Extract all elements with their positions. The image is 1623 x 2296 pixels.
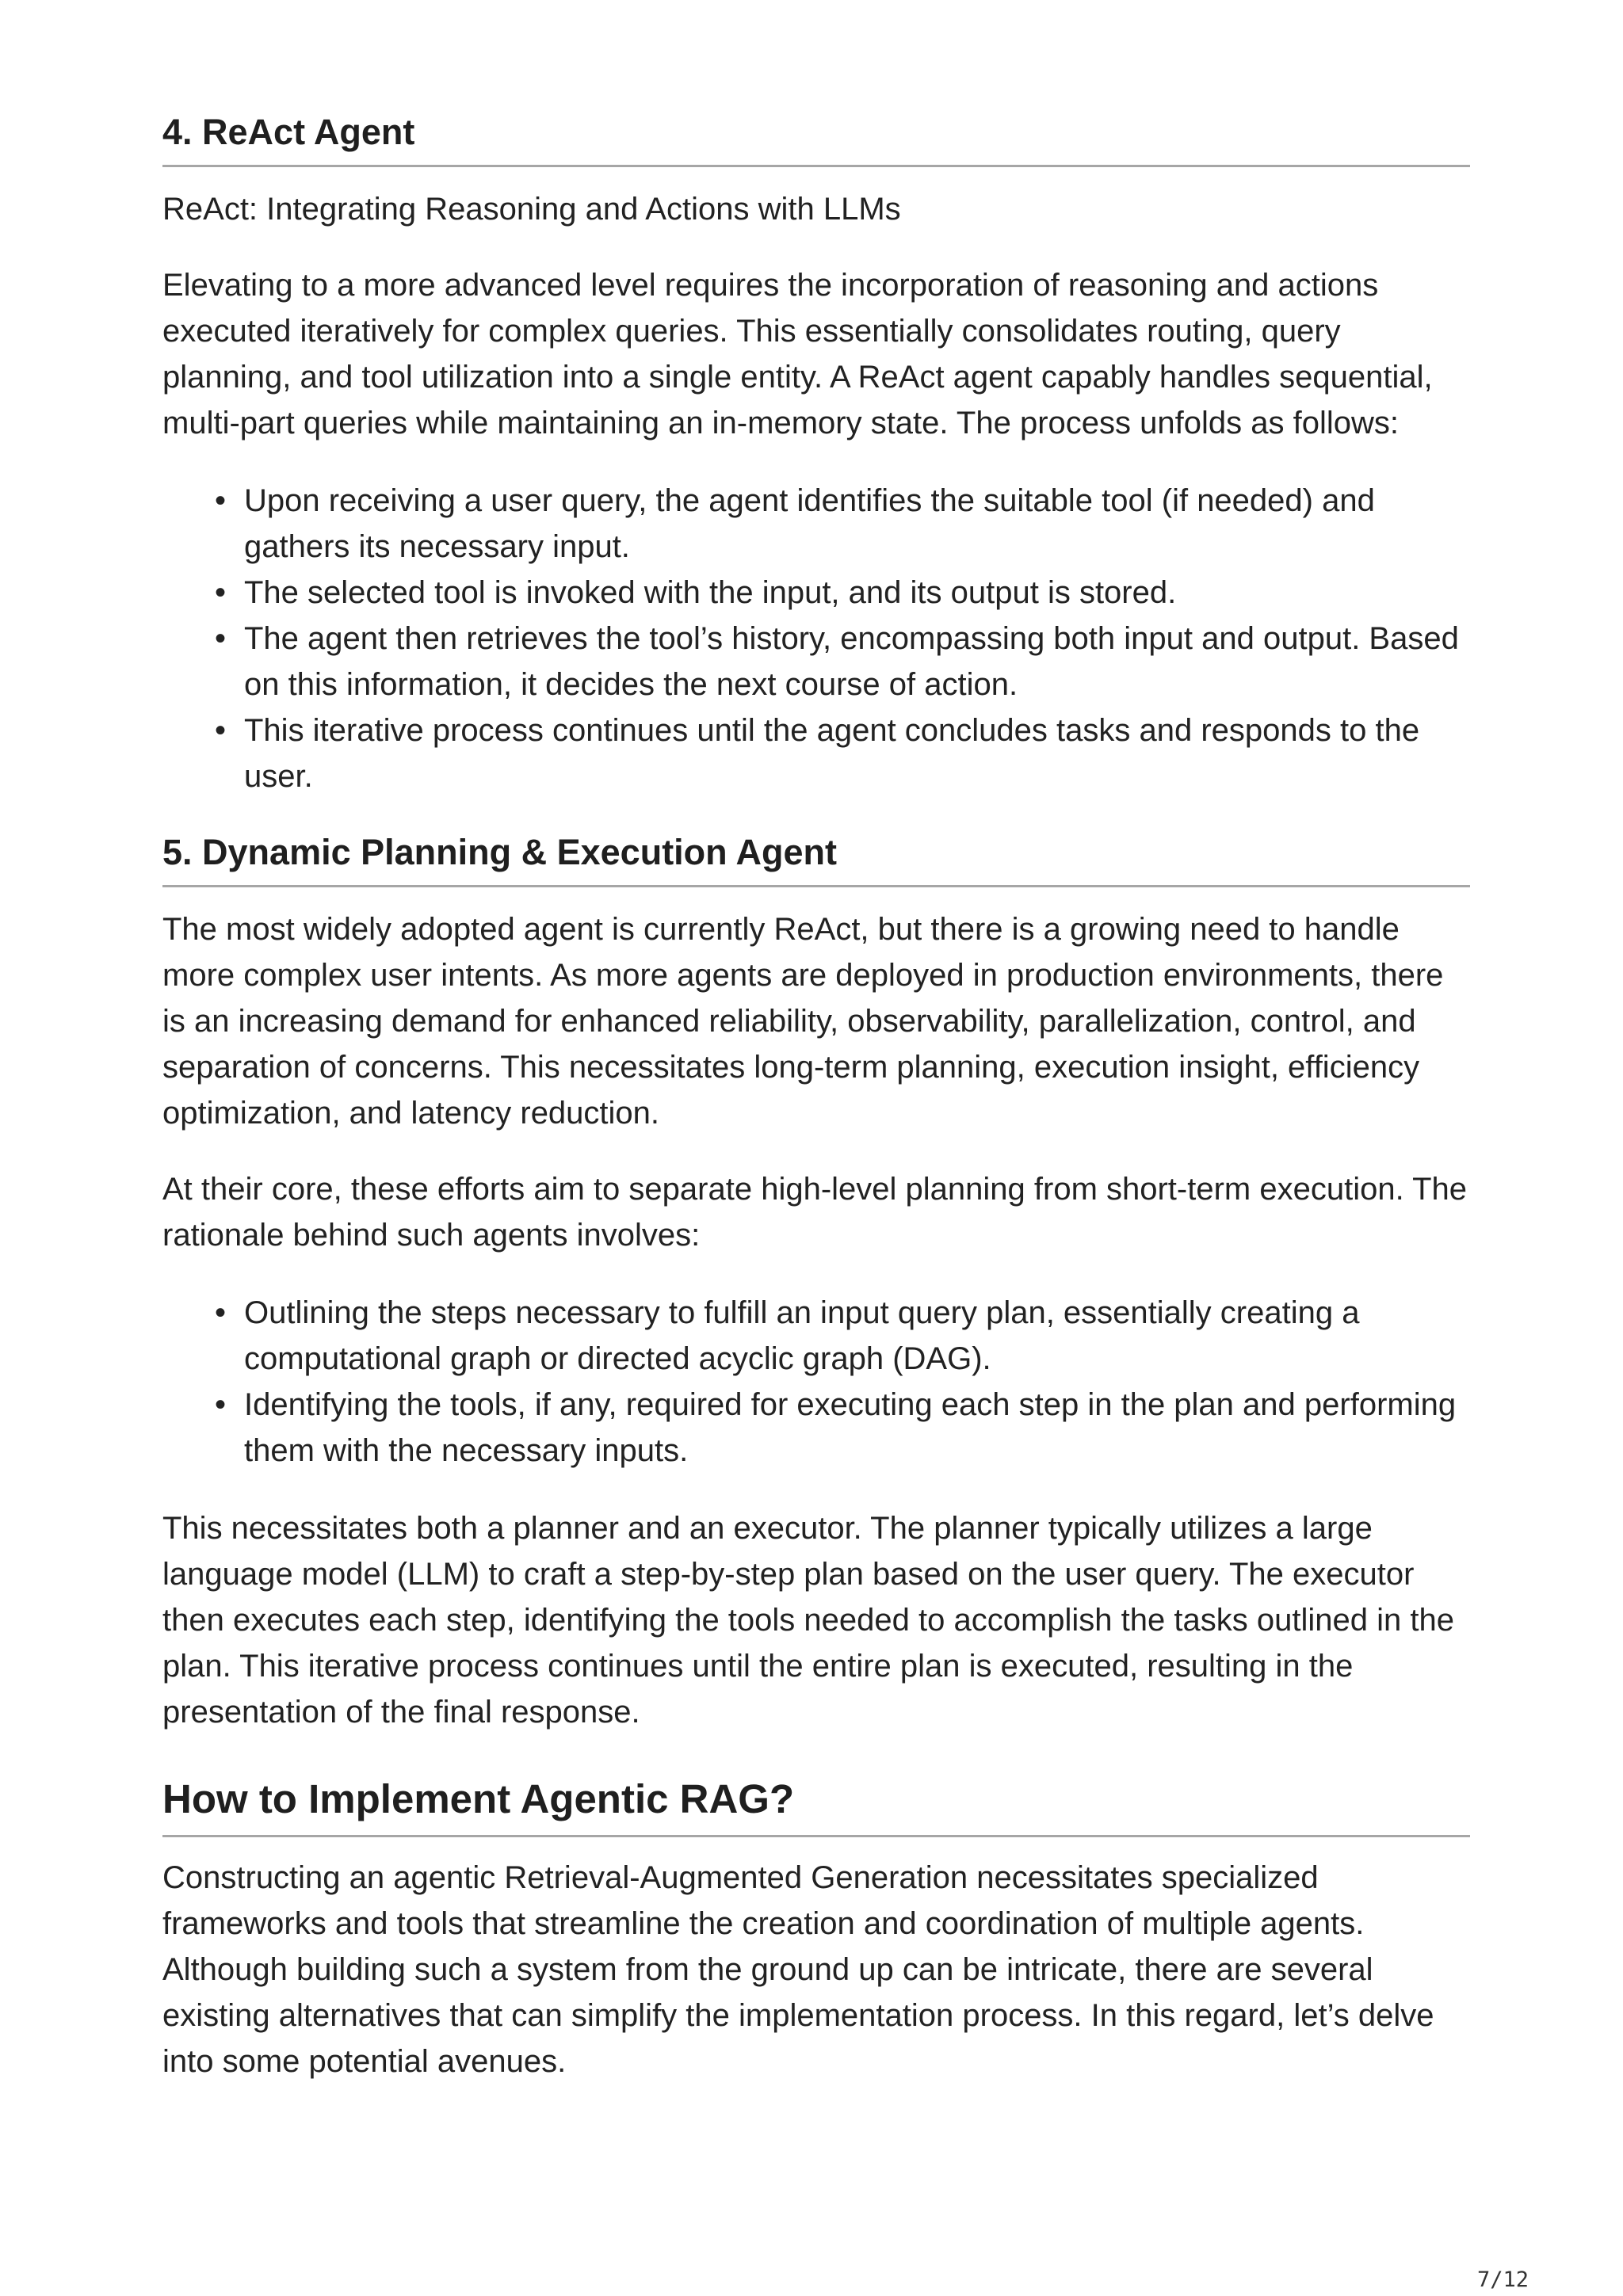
page-number: 7/12	[1477, 2267, 1529, 2292]
bullet-icon: •	[214, 1295, 226, 1330]
paragraph: Constructing an agentic Retrieval-Augmented Generation necessitates specialized frameworks and tools that streamline the creation and coordination of multiple agents. Although building such a system from the ground up can be intricate, there are several existing alternatives that can simplify the implementation process. In this regard, let’s delve into some potential avenues.	[162, 1860, 1434, 2079]
bullet-list	[162, 1290, 1470, 1474]
list-item: • Upon receiving a user query, the agent identifies the suitable tool (if needed) and gathers its necessary input.	[244, 478, 1470, 570]
section-heading-react-agent: 4. ReAct Agent	[162, 111, 1470, 167]
document-page	[162, 0, 1470, 2084]
paragraph: Elevating to a more advanced level requires the incorporation of reasoning and actions executed iteratively for complex queries. This essentially consolidates routing, query planning, and tool utilization into a single entity. A ReAct agent capably handles sequential, multi-part queries while maintaining an in-memory state. The process unfolds as follows:	[162, 268, 1433, 441]
bullet-icon: •	[214, 621, 226, 656]
list-item: • The selected tool is invoked with the input, and its output is stored.	[244, 570, 1470, 616]
bullet-icon: •	[214, 575, 226, 610]
paragraph: The most widely adopted agent is currently ReAct, but there is a growing need to handle more complex user intents. As more agents are deployed in production environments, there is an increasing demand for enhanced reliability, observability, parallelization, control, and separation of concerns. This necessitates long-term planning, execution insight, efficiency optimization, and latency reduction.	[162, 912, 1444, 1131]
bullet-icon: •	[214, 1387, 226, 1422]
bullet-icon: •	[214, 483, 226, 518]
section-heading-dynamic-planning: 5. Dynamic Planning & Execution Agent	[162, 831, 1470, 887]
list-item: • The agent then retrieves the tool’s history, encompassing both input and output. Based on this information, it decides the next course of action.	[244, 616, 1470, 707]
list-item: • This iterative process continues until the agent concludes tasks and responds to the user.	[244, 707, 1470, 799]
section-heading-implement-agentic-rag: How to Implement Agentic RAG?	[162, 1775, 1470, 1837]
bullet-list	[162, 478, 1470, 799]
paragraph: At their core, these efforts aim to separate high-level planning from short-term execution. The rationale behind such agents involves:	[162, 1172, 1468, 1253]
paragraph: This necessitates both a planner and an executor. The planner typically utilizes a large language model (LLM) to craft a step-by-step plan based on the user query. The executor then executes each step, identifying the tools needed to accomplish the tasks outlined in the plan. This iterative process continues until the entire plan is executed, resulting in the presentation of the final response.	[162, 1511, 1454, 1730]
list-item: • Outlining the steps necessary to fulfill an input query plan, essentially creating a computational graph or directed acyclic graph (DAG).	[244, 1290, 1470, 1382]
list-item: • Identifying the tools, if any, required for executing each step in the plan and performing them with the necessary inputs.	[244, 1382, 1470, 1474]
section-subtitle: ReAct: Integrating Reasoning and Actions with LLMs	[162, 192, 901, 227]
bullet-icon: •	[214, 713, 226, 748]
